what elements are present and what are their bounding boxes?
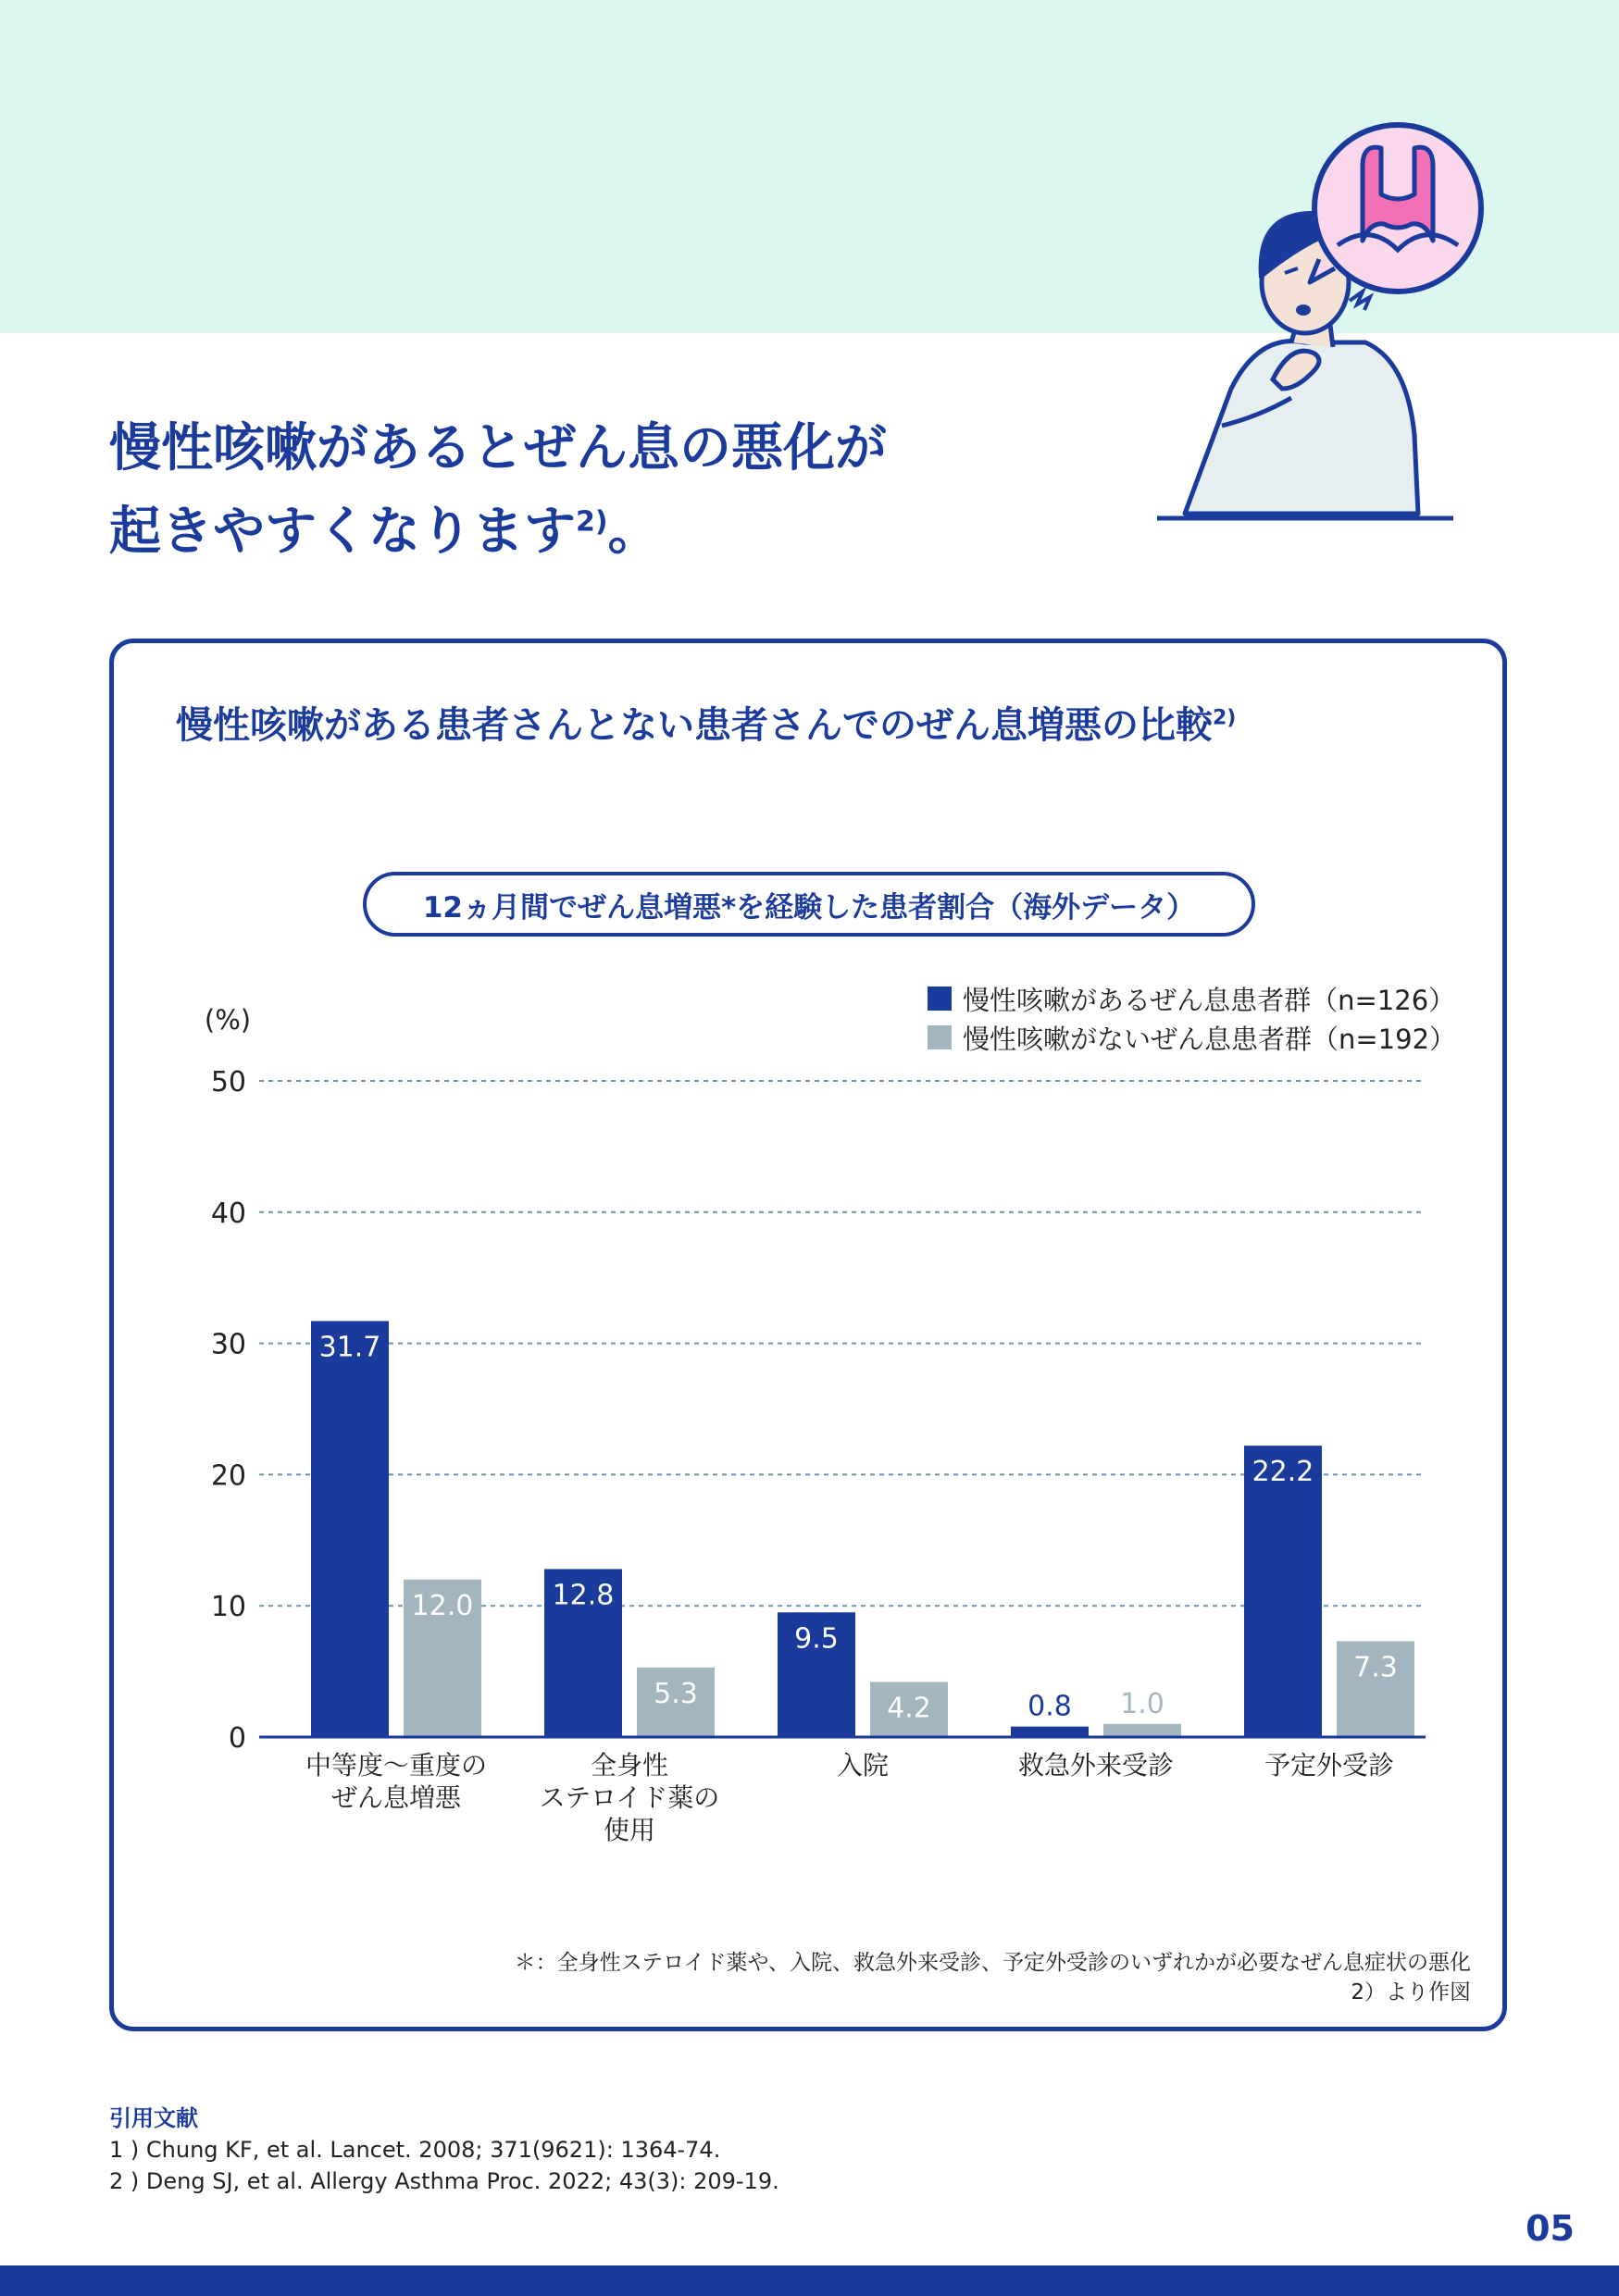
headline-line-2-text: 起きやすくなります bbox=[109, 502, 576, 562]
legend-label-with-cough: 慢性咳嗽があるぜん息患者群（n=126） bbox=[963, 984, 1456, 1016]
bar-value-label: 4.2 bbox=[887, 1692, 931, 1725]
x-category-label: 予定外受診 bbox=[1264, 1750, 1395, 1781]
bar-value-label: 5.3 bbox=[654, 1677, 698, 1710]
bar-value-label: 1.0 bbox=[1120, 1687, 1164, 1720]
bar-value-label: 12.8 bbox=[552, 1579, 615, 1612]
y-axis-unit-label: (%) bbox=[204, 1004, 252, 1036]
headline-line-1: 慢性咳嗽があるとぜん息の悪化が bbox=[109, 418, 887, 478]
bar-chart bbox=[167, 990, 1463, 1860]
x-category-label: 救急外来受診 bbox=[1017, 1750, 1175, 1781]
headline-reference: 2) bbox=[576, 505, 608, 539]
reference-item-1: 1 ) Chung KF, et al. Lancet. 2008; 371(9621): 1364-74. bbox=[109, 2137, 721, 2163]
x-category-label: ステロイド薬の bbox=[539, 1782, 720, 1813]
x-category-label: 全身性 bbox=[590, 1750, 669, 1781]
x-category-label: 入院 bbox=[836, 1750, 890, 1781]
panel-title-reference: 2) bbox=[1213, 706, 1237, 730]
bottom-bar bbox=[0, 2265, 1619, 2296]
references bbox=[109, 2103, 779, 2197]
y-tick-label: 20 bbox=[210, 1459, 246, 1493]
headline-period: 。 bbox=[607, 502, 660, 562]
legend-label-without-cough: 慢性咳嗽がないぜん息患者群（n=192） bbox=[963, 1023, 1457, 1055]
panel-title-text: 慢性咳嗽がある患者さんとない患者さんでのぜん息増悪の比較 bbox=[176, 704, 1213, 747]
x-category-label: 使用 bbox=[603, 1815, 656, 1845]
throat-icon bbox=[1310, 125, 1481, 292]
bar-value-label: 22.2 bbox=[1252, 1456, 1314, 1489]
chart-subtitle-pill: 12ヵ月間でぜん息増悪*を経験した患者割合（海外データ） bbox=[363, 872, 1255, 937]
coughing-person-illustration bbox=[1120, 111, 1490, 527]
bar-with-cough bbox=[1011, 1727, 1089, 1737]
y-tick-label: 50 bbox=[210, 1066, 246, 1098]
bar-value-label: 31.7 bbox=[318, 1331, 381, 1364]
panel-title bbox=[176, 696, 1236, 749]
bar-value-label: 0.8 bbox=[1027, 1690, 1072, 1723]
reference-item-2: 2 ) Deng SJ, et al. Allergy Asthma Proc. 2022; 43(3): 209-19. bbox=[109, 2168, 779, 2194]
bar-value-label: 9.5 bbox=[794, 1622, 839, 1656]
bar-with-cough bbox=[1244, 1446, 1322, 1737]
bar-value-label: 12.0 bbox=[411, 1589, 474, 1622]
page-number: 05 bbox=[1526, 2208, 1575, 2249]
y-tick-label: 30 bbox=[210, 1328, 246, 1361]
x-category-label: 中等度〜重度の bbox=[305, 1750, 488, 1781]
y-tick-label: 40 bbox=[210, 1197, 246, 1230]
bar-value-label: 7.3 bbox=[1353, 1651, 1398, 1684]
bar-with-cough bbox=[311, 1321, 389, 1737]
headline-line-2 bbox=[109, 490, 887, 574]
references-title: 引用文献 bbox=[109, 2105, 198, 2131]
page-headline bbox=[109, 407, 887, 574]
chart-footnote bbox=[515, 1948, 1471, 2007]
y-tick-label: 0 bbox=[228, 1722, 246, 1755]
footnote-source: 2）より作図 bbox=[1351, 1980, 1471, 2004]
bar-without-cough bbox=[1103, 1724, 1181, 1737]
y-tick-label: 10 bbox=[210, 1591, 246, 1624]
x-category-label: ぜん息増悪 bbox=[330, 1782, 462, 1813]
footnote-definition: ＊：全身性ステロイド薬や、入院、救急外来受診、予定外受診のいずれかが必要なぜん息症状の悪化 bbox=[514, 1951, 1471, 1975]
